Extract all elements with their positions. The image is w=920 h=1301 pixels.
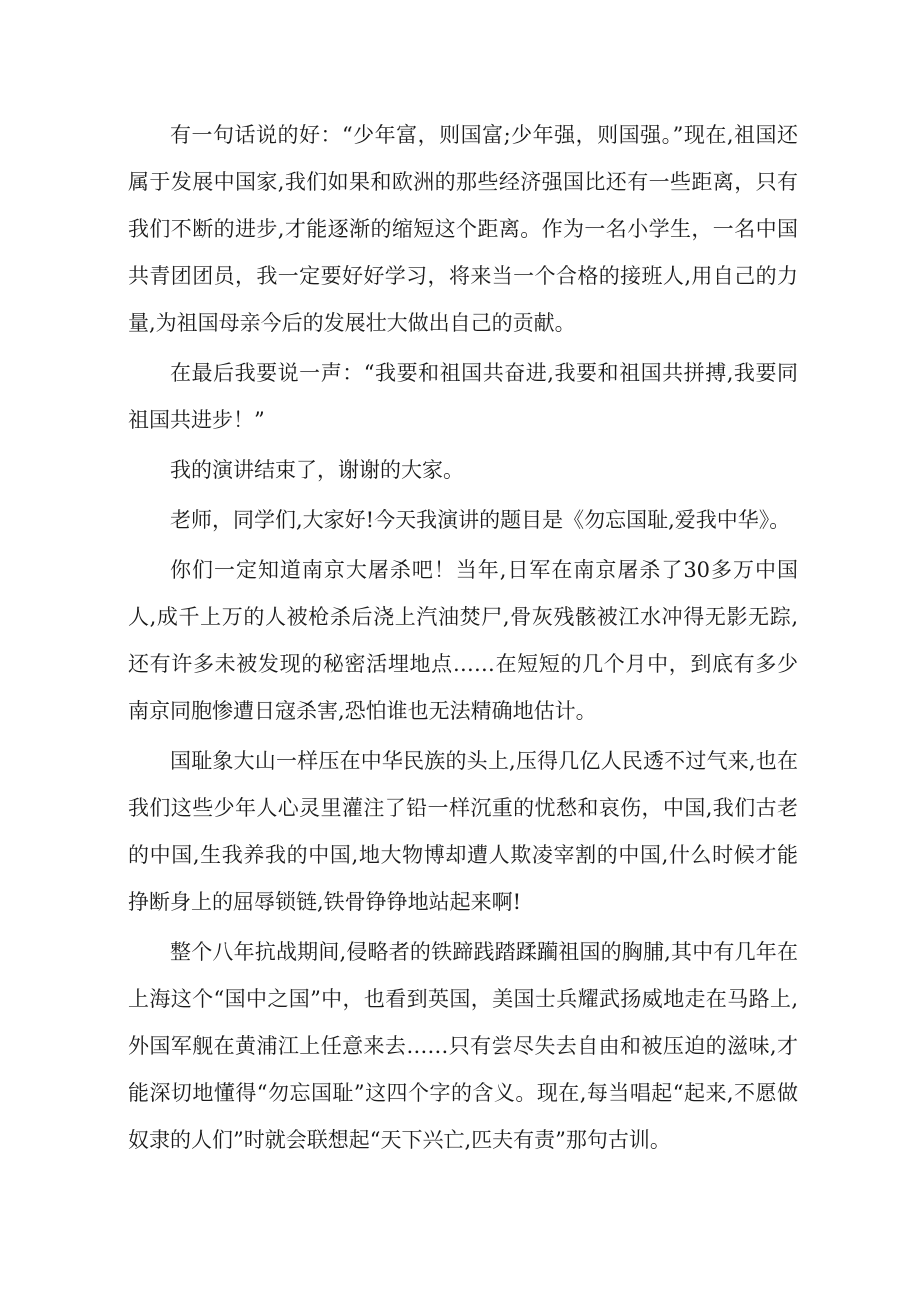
paragraph: 在最后我要说一声：“我要和祖国共奋进,我要和祖国共拼搏,我要同祖国共进步！” (128, 361, 798, 432)
document-body (128, 112, 798, 1164)
paragraph: 国耻象大山一样压在中华民族的头上,压得几亿人民透不过气来,也在我们这些少年人心灵里灌注了铅一样沉重的忧愁和哀伤，中国,我们古老的中国,生我养我的中国,地大物博却遭人欺凌宰割的中国,什么时候才能挣断身上的屈辱锁链,铁骨铮铮地站起来啊! (128, 749, 798, 914)
paragraph: 你们一定知道南京大屠杀吧！当年,日军在南京屠杀了30多万中国人,成千上万的人被枪杀后浇上汽油焚尸,骨灰残骸被江水冲得无影无踪,还有许多未被发现的秘密活埋地点……在短短的几个月中，到底有多少南京同胞惨遭日寇杀害,恐怕谁也无法精确地估计。 (128, 558, 798, 723)
paragraph: 我的演讲结束了，谢谢的大家。 (170, 458, 464, 482)
paragraph: 整个八年抗战期间,侵略者的铁蹄践踏蹂躏祖国的胸脯,其中有几年在上海这个“国中之国”中，也看到英国，美国士兵耀武扬威地走在马路上,外国军舰在黄浦江上任意来去……只有尝尽失去自由和被压迫的滋味,才能深切地懂得“勿忘国耻”这四个字的含义。现在,每当唱起“起来,不愿做奴隶的人们”时就会联想起“天下兴亡,匹夫有责”那句古训。 (128, 940, 798, 1152)
paragraph: 有一句话说的好：“少年富，则国富;少年强，则国强。”现在,祖国还属于发展中国家,我们如果和欧洲的那些经济强国比还有一些距离，只有我们不断的进步,才能逐渐的缩短这个距离。作为一名小学生，一名中国共青团团员，我一定要好好学习，将来当一个合格的接班人,用自己的力量,为祖国母亲今后的发展壮大做出自己的贡献。 (128, 123, 798, 335)
paragraph: 老师，同学们,大家好!今天我演讲的题目是《勿忘国耻,爱我中华》。 (170, 508, 791, 532)
